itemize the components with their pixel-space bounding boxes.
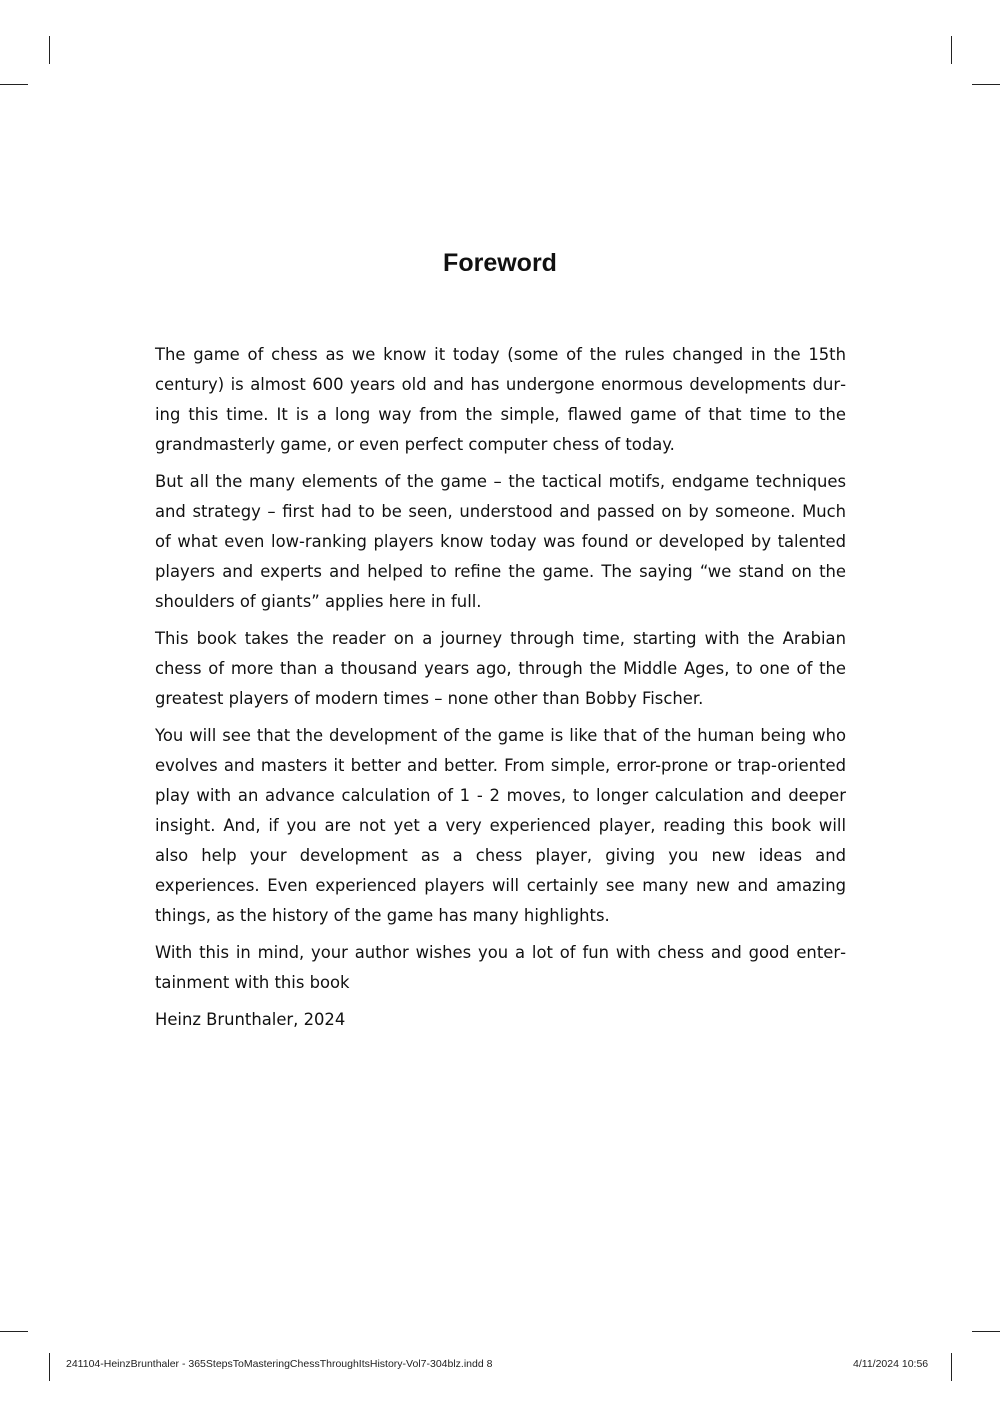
crop-mark-bottom-left	[49, 1353, 50, 1381]
paragraph: You will see that the development of the game is like that of the human being who evolves and masters it better and better. From simple, error-prone or trap-oriented play with an advance calculation of 1 - 2 moves, to longer calculation and deeper insight. And, if you are not yet a very experienced player, reading this book will also help your development as a chess player, giving you new ideas and experiences. Even experienced players will certainly see many new and amazing things, as the history of the game has many highlights.	[155, 726, 846, 925]
crop-mark-bottom-left-h	[0, 1331, 28, 1332]
crop-mark-bottom-right	[951, 1353, 952, 1381]
crop-mark-top-right	[951, 36, 952, 64]
paragraph: With this in mind, your author wishes you a lot of fun with chess and good entertainment with this book	[155, 943, 846, 992]
crop-mark-top-right-h	[972, 84, 1000, 85]
crop-mark-top-left	[49, 36, 50, 64]
paragraph: The game of chess as we know it today (some of the rules changed in the 15th century) is almost 600 years old and has undergone enormous developments during this time. It is a long way from the simple, flawed game of that time to the grandmasterly game, or even perfect computer chess of today.	[155, 345, 846, 454]
slug-datetime: 4/11/2024 10:56	[853, 1358, 929, 1370]
paragraph: This book takes the reader on a journey through time, starting with the Arabian chess of more than a thousand years ago, through the Middle Ages, to one of the greatest players of modern times – none other than Bobby Fischer.	[155, 629, 846, 708]
signature-line: Heinz Brunthaler, 2024	[155, 1010, 346, 1029]
crop-mark-bottom-right-h	[972, 1331, 1000, 1332]
crop-mark-top-left-h	[0, 84, 28, 85]
paragraph: But all the many elements of the game – the tactical motifs, endgame techniques and strategy – first had to be seen, understood and passed on by someone. Much of what even low-ranking players know today was found or developed by talented players and experts and helped to refine the game. The saying “we stand on the shoulders of giants” applies here in full.	[155, 472, 846, 611]
foreword-body	[155, 340, 846, 1042]
slug-filename: 241104-HeinzBrunthaler - 365StepsToMasteringChessThroughItsHistory-Vol7-304blz.indd 8	[66, 1358, 493, 1370]
page-title: Foreword	[443, 249, 557, 277]
